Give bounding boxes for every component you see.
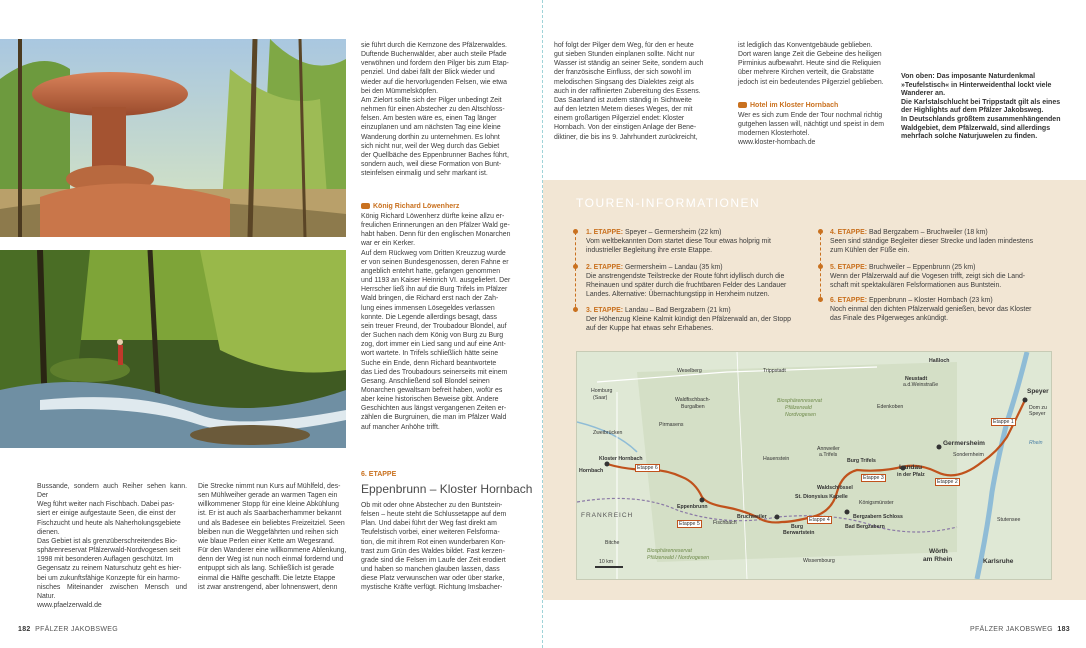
text-line: Für den Wanderer eine willkommene Ablenkung, xyxy=(198,547,347,555)
text-line: 1998 mit besonderen Auflagen geschützt. Im xyxy=(37,556,174,564)
timeline-line-left xyxy=(575,232,576,312)
text-line: zog, dort immer ein Lied sang und auf eine Ant- xyxy=(361,341,506,349)
tour-info-title: TOUREN-INFORMATIONEN xyxy=(576,196,761,210)
text-line: Ob mit oder ohne Abstecher zu den Buntstein- xyxy=(361,502,503,509)
text-line: willkommener Stopp für eine kleine Abkühlung xyxy=(198,501,339,509)
text-line: Weg führt weiter nach Fischbach. Dabei pas- xyxy=(37,501,175,509)
map-label: Bruchweiler xyxy=(737,514,767,520)
king-heading-text: König Richard Löwenherz xyxy=(373,203,460,210)
text-line: nehmen für einen Abstecher zu den Altschloss- xyxy=(361,106,505,114)
map-label: St. Dionysius Kapelle xyxy=(795,494,848,500)
stage-1 xyxy=(586,228,816,255)
map-label: Burg Trifels xyxy=(847,458,876,464)
timeline-dot xyxy=(573,229,578,234)
text-line: König Richard Löwenherz dürfte keine allzu er- xyxy=(361,213,505,220)
caption-line: In Deutschlands größtem zusammenhängenden xyxy=(901,115,1061,123)
text-line: einmal die Hälfte geschafft. Die letzte Etappe xyxy=(198,574,336,582)
text-line: Das Gebiet ist als grenzüberschreitendes Bio- xyxy=(37,537,178,545)
map-label: Homburg xyxy=(591,388,613,394)
map-label: Burgalben xyxy=(681,404,705,410)
text-line: Plan. Und dabei führt der Weg fast direkt am xyxy=(361,520,497,528)
map-label: Germersheim xyxy=(943,440,985,447)
stage-6 xyxy=(830,296,1065,323)
text-line: sich nicht nur, weil der Weg durch das Gebiet xyxy=(361,142,500,150)
text-line: Auf dem Rückweg vom Dritten Kreuzzug wurde xyxy=(361,249,506,257)
map-label: Trippstadt xyxy=(763,368,786,374)
text-line: wie blaue Perlen einer Kette am Wegesrand. xyxy=(198,537,335,545)
timeline-dot xyxy=(818,264,823,269)
text-line: Fischzucht und heute als Naherholungsgebiete xyxy=(37,519,181,527)
stage-label: 2. ETAPPE: xyxy=(586,264,624,271)
stage-4 xyxy=(830,228,1065,255)
text-line: denn der Weg ist nun noch einmal fordernd und xyxy=(198,556,344,564)
caption-line: Wanderer an. xyxy=(901,90,946,98)
text-line: diktiner, die bis ins 9. Jahrhundert zurückreicht, xyxy=(554,133,698,141)
stage-marker: Etappe 1 xyxy=(993,419,1014,425)
map-label: Landau xyxy=(899,464,923,471)
text-line: lung eines immensen Lösegeldes verlassen xyxy=(361,304,495,312)
caption-line: mehrfach solche Naturjuwelen zu finden. xyxy=(901,133,1038,141)
map-label: (Saar) xyxy=(593,395,608,401)
text-line: steinfelsen einmalig und sehr markant ist. xyxy=(361,170,488,178)
text-line: sen Mühlweiher gerade an warmen Tagen ein xyxy=(198,492,338,500)
stage-label: 6. ETAPPE: xyxy=(830,297,868,304)
stage-desc: Rheinauen und später durch die fruchtbaren Felder des Landauer xyxy=(586,282,787,290)
text-line: und 1193 an Kaiser Heinrich VI. ausgeliefert. Der xyxy=(361,277,511,285)
text-line: auch in der raffinierten Zubereitung des Essens. xyxy=(554,87,701,95)
map-label: Karlsruhe xyxy=(983,558,1014,565)
caption-line: Von oben: Das imposante Naturdenkmal xyxy=(901,73,1036,80)
stage-3 xyxy=(586,306,816,333)
map-label: Eppenbrunn xyxy=(677,504,708,510)
map-label: Nordvogesen xyxy=(785,412,816,418)
text-line: Wasser ist ständig an seiner Seite, sondern auch xyxy=(554,60,704,68)
text-line: Am Zielort sollte sich der Pilger unbedingt Zeit xyxy=(361,96,502,104)
text-line: Hornbach. Von der einstigen Anlage der Bene- xyxy=(554,124,697,132)
stage-desc: Noch einmal den dichten Pfälzerwald genießen, bevor das Kloster xyxy=(830,306,1032,314)
karlstal-photo xyxy=(0,250,346,448)
map-label: Burg xyxy=(791,524,804,530)
text-line: modernen Klosterhotel. xyxy=(738,130,810,138)
text-line: der Quellbäche des Eppenbrunner Baches führt, xyxy=(361,151,509,159)
text-line: ist. Er ist auch als Saarbacherhammer bekannt xyxy=(198,510,342,518)
map-label: Biosphärenreservat xyxy=(647,548,692,554)
map-label: Waldfischbach- xyxy=(675,397,711,403)
text-line: tion, die mit ihrem Rot einen wunderbaren Kon- xyxy=(361,538,506,546)
page-number: 183 xyxy=(1057,626,1070,633)
left-col2-bottom-text xyxy=(198,482,348,592)
caption-line: Die Karlstalschlucht bei Trippstadt gilt als eines xyxy=(901,98,1061,106)
stage-route: Speyer – Germersheim (22 km) xyxy=(624,229,722,236)
map-label: Biosphärenreservat xyxy=(777,398,822,404)
stage-desc: schaft mit spektakulären Felsformationen aus Buntstein. xyxy=(830,282,1002,290)
text-line: sein treuer Freund, der Troubadour Blondel, auf xyxy=(361,322,507,330)
map-label: Annweiler xyxy=(817,446,840,452)
text-line: Wanderung dorthin zu unternehmen. Es lohnt xyxy=(361,133,500,141)
text-line: über mehrere Kirchen verteilt, die Grabstätte xyxy=(738,69,874,77)
timeline-dot xyxy=(818,229,823,234)
right-col1-text xyxy=(554,41,727,142)
text-line: habt haben. Denn für den englischen Monarchen xyxy=(361,231,511,239)
map-label: Speyer xyxy=(1029,411,1046,417)
map-label: a.Trifels xyxy=(819,452,838,458)
text-line: Suche ein Ende, denn Richard beantwortete xyxy=(361,359,497,367)
map-label: Speyer xyxy=(1027,388,1049,395)
stage-route: Bad Bergzabern – Bruchweiler (18 km) xyxy=(868,229,988,236)
map-label: Zweibrücken xyxy=(593,430,623,436)
map-label: Hauenstein xyxy=(763,456,790,462)
hotel-link[interactable]: www.kloster-hornbach.de xyxy=(738,139,816,147)
text-line: Wer es sich zum Ende der Tour nochmal richtig xyxy=(738,112,883,119)
text-line: auf den letzten Metern dieses Weges, der mit xyxy=(554,106,693,114)
stage6-heading: Eppenbrunn – Kloster Hornbach xyxy=(361,482,533,496)
text-line: dienen. xyxy=(37,528,60,536)
map-label: Neustadt xyxy=(905,376,928,382)
map-label: Königsmünster xyxy=(859,500,894,506)
teufelstisch-photo xyxy=(0,39,346,237)
map-label: a.d.Weinstraße xyxy=(903,382,939,388)
stage-desc: Vom weltbekannten Dom startet diese Tour etwas holprig mit xyxy=(586,238,771,246)
text-line: zählen die Burgruinen, die man im Pfälzer Wald xyxy=(361,414,507,422)
text-line: diese Platz verwunschen war oder über starke, xyxy=(361,575,505,583)
text-line: sondern auch, weil diese Formation von Bunt- xyxy=(361,161,502,169)
text-line: grade sind die Felsen im Laufe der Zeit erodiert xyxy=(361,556,506,564)
website-link[interactable]: www.pfaelzerwald.de xyxy=(37,602,102,610)
left-col2-king-text xyxy=(361,212,533,432)
crown-icon xyxy=(361,203,370,209)
photo-caption xyxy=(901,73,1061,142)
stage-2 xyxy=(586,263,816,299)
caption-line: der Highlights auf dem Pfälzer Jakobsweg. xyxy=(901,107,1044,115)
text-line: konnte. Die Legende allerdings besagt, dass xyxy=(361,313,497,321)
map-label: Haßloch xyxy=(929,358,950,364)
stage-desc: Landes. Alternative: Übernachtungstipp in Herxheim nutzen. xyxy=(586,291,770,299)
text-line: jedoch ist ein bedeutendes Pilgerziel geblieben. xyxy=(738,78,884,86)
stage-5 xyxy=(830,263,1065,290)
map-label: Stutensee xyxy=(997,517,1021,523)
scale-label: 10 km xyxy=(599,559,614,565)
text-line: nisches Miteinander zwischen Mensch und Natur. xyxy=(37,583,187,600)
karlstal-illustration xyxy=(0,250,346,448)
text-line: verwöhnen und fordern den Pilger bis zum Etap- xyxy=(361,60,509,68)
left-folio xyxy=(18,626,118,633)
text-line: er von seinen Bundesgenossen, deren Fahne er xyxy=(361,258,509,266)
text-line: trast zum Grün des Waldes bildet. Fast kerzen- xyxy=(361,547,505,555)
stage-label: 1. ETAPPE: xyxy=(586,229,624,236)
map-label: Pfälzerwald / Nordvogesen xyxy=(647,555,709,561)
text-line: bei den Mümmelsköpfen. xyxy=(361,87,438,95)
map-label: Fischbach xyxy=(713,520,737,526)
stage-route: Germersheim – Landau (35 km) xyxy=(624,264,723,271)
text-line: sphärenreservat Pfälzerwald-Nordvogesen seit xyxy=(37,547,181,555)
map-label: Bad Bergzabern xyxy=(845,524,885,530)
stage-route: Eppenbrunn – Kloster Hornbach (23 km) xyxy=(868,297,993,304)
text-line: bleiben nun die Weggefährten und reihen sich xyxy=(198,528,339,536)
text-line: Gegensatz zu reinem Naturschutz geht es hier- xyxy=(37,565,182,573)
map-label: Hornbach xyxy=(579,468,604,474)
map-label: Bergzabern Schloss xyxy=(853,514,903,520)
text-line: gut sieben Stunden einplanen sollte. Nicht nur xyxy=(554,51,695,59)
text-line: Duftende Buchenwälder, aber auch steile Pfade xyxy=(361,51,507,59)
text-line: das Lied des Troubadours seinerseits mit einem xyxy=(361,368,508,376)
right-col2-text xyxy=(738,41,890,87)
text-line: mystische Kräfte verfügt. Richtung Imsbacher- xyxy=(361,584,503,592)
stage-label: 4. ETAPPE: xyxy=(830,229,868,236)
stage-desc: Der Höhenzug Kleine Kalmit kündigt den Pfälzerwald an, der Stopp xyxy=(586,316,791,324)
timeline-dot xyxy=(573,264,578,269)
route-map xyxy=(576,351,1052,580)
text-line: felsen. Am besten wäre es, einen Tag länger xyxy=(361,115,497,123)
timeline-dot xyxy=(818,297,823,302)
teufelstisch-illustration xyxy=(0,39,346,237)
left-col3-bottom-text xyxy=(361,501,533,593)
stage-label: 3. ETAPPE: xyxy=(586,307,624,314)
caption-line: Waldgebiet, dem Pfälzerwald, sind allerdings xyxy=(901,124,1051,132)
right-folio xyxy=(970,626,1070,633)
map-label: Wörth xyxy=(929,548,948,555)
map-label: Pfälzerwald xyxy=(785,405,812,411)
text-line: freulichen Erinnerungen an den Pfälzer Wald ge- xyxy=(361,222,510,230)
stage-route: Landau – Bad Bergzabern (21 km) xyxy=(624,307,731,314)
text-line: ist zwar anstrengend, aber lohnenswert, denn xyxy=(198,583,338,591)
text-line: auf mancher Anhöhe trifft. xyxy=(361,423,440,431)
stage-marker: Etappe 5 xyxy=(679,521,700,527)
map-label: Wissembourg xyxy=(803,558,835,564)
map-label: Kloster Hornbach xyxy=(599,456,643,462)
stage-desc: industrieller Begleitung ihre erste Etappe. xyxy=(586,247,713,255)
map-label: Edenkoben xyxy=(877,404,904,410)
map-label: am Rhein xyxy=(923,556,953,563)
text-line: Teufelstisch vorbei, einer weiteren Felsforma- xyxy=(361,529,500,537)
text-line: Dort waren lange Zeit die Gebeine des heiligen xyxy=(738,51,882,59)
text-line: Monarchen gewaltsam befreit haben, wofür es xyxy=(361,386,503,394)
stage-desc: Wenn der Pfälzerwald auf die Vogesen trifft, zeigt sich die Land- xyxy=(830,273,1026,281)
text-line: und als Badesee ein beliebtes Freizeitziel. Seen xyxy=(198,519,345,527)
map-label: Waldschlössel xyxy=(817,485,853,491)
map-label: Pirmasens xyxy=(659,422,684,428)
text-line: siert er einige aufgestaute Seen, die einst der xyxy=(37,510,176,518)
text-line: einzuplanen und am nächsten Tag eine kleine xyxy=(361,124,501,132)
left-col2-top-text xyxy=(361,41,533,178)
text-line: hof folgt der Pilger dem Weg, für den er heute xyxy=(554,42,694,49)
map-label: Weselberg xyxy=(677,368,702,374)
stage6-tag: 6. ETAPPE xyxy=(361,471,397,478)
text-line: Gesang. Anschließend soll Blondel seinen xyxy=(361,377,490,385)
hotel-heading-text: Hotel im Kloster Hornbach xyxy=(750,102,839,109)
stage-desc: Seen sind ständige Begleiter dieser Strecke und laden mindestens xyxy=(830,238,1034,246)
hotel-heading xyxy=(738,102,838,109)
text-line: entpuppt sich als lang. Schließlich ist gerade xyxy=(198,565,334,573)
text-line: war er ein Kerker. xyxy=(361,240,415,248)
text-line: angeblich entehrt hatte, gefangen genommen xyxy=(361,267,501,275)
map-label: Rhein xyxy=(1029,440,1043,446)
text-line: und haben so manchen glauben lassen, dass xyxy=(361,566,500,574)
stage-marker: Etappe 4 xyxy=(809,517,830,523)
text-line: der Suchen nach dem König von Burg zu Burg xyxy=(361,332,504,340)
hotel-text xyxy=(738,111,890,148)
text-line: gutgehen lassen will, nächtigt und speist in dem xyxy=(738,121,884,129)
map-label: in der Pfalz xyxy=(897,472,925,478)
text-line: Herrscher ließ ihn auf die Burg Trifels im Pfälzer xyxy=(361,286,508,294)
stage-marker: Etappe 3 xyxy=(863,475,884,481)
stage-label: 5. ETAPPE: xyxy=(830,264,868,271)
text-line: felsen – heute steht die Schlussetappe auf dem xyxy=(361,511,507,519)
stage-marker: Etappe 6 xyxy=(637,465,658,471)
text-line: Bussande, sondern auch Reiher sehen kann. Der xyxy=(37,483,187,500)
map-label: Berwartstein xyxy=(783,530,815,536)
text-line: ist lediglich das Konventgebäude geblieben. xyxy=(738,42,873,49)
text-line: sie führt durch die Kernzone des Pfälzerwaldes. xyxy=(361,42,507,49)
running-title: PFÄLZER JAKOBSWEG xyxy=(35,626,118,633)
text-line: bei um zukunftsfähige Konzepte für ein harmo- xyxy=(37,574,180,582)
text-line: der französische Einfluss, der sich sowohl im xyxy=(554,69,692,77)
stage-desc: Die anstrengendste Teilstrecke der Route führt idyllisch durch die xyxy=(586,273,785,281)
text-line: wort wartete. In Trifels schließlich hätte seine xyxy=(361,350,499,358)
stage-desc: auf der Kuppe hat etwas sehr Erhabenes. xyxy=(586,325,714,333)
text-line: Pirminius aufbewahrt. Heute sind die Reliquien xyxy=(738,60,881,68)
text-line: melodischen Singsang des Dialektes zeigt als xyxy=(554,78,694,86)
king-heading xyxy=(361,203,459,210)
stage-desc: zum Kühlen der Füße ein. xyxy=(830,247,910,255)
text-line: aber keine historischen Beweise gibt. Andere xyxy=(361,396,499,404)
text-line: Das Saarland ist zudem ständig in Sichtweite xyxy=(554,96,692,104)
text-line: einem großartigen Pilgerziel endet: Kloster xyxy=(554,115,685,123)
hotel-icon xyxy=(738,102,747,108)
running-title: PFÄLZER JAKOBSWEG xyxy=(970,626,1053,633)
text-line: penziel. Und dabei fällt der Blick wieder und xyxy=(361,69,495,77)
map-label: Bitche xyxy=(605,540,620,546)
timeline-dot xyxy=(573,307,578,312)
page-number: 182 xyxy=(18,626,31,633)
left-col1-bottom-text xyxy=(37,482,187,610)
caption-line: »Teufelstisch« in Hinterweidenthal lockt viele xyxy=(901,81,1052,89)
map-label: Dom zu xyxy=(1029,405,1047,411)
map-label: FRANKREICH xyxy=(581,512,634,519)
stage-marker: Etappe 2 xyxy=(937,479,958,485)
map-label: Sondernheim xyxy=(953,452,984,458)
stage-desc: das Finale des Pilgerweges ankündigt. xyxy=(830,315,948,323)
text-line: Die Strecke nimmt nun Kurs auf Mühlfeld, des- xyxy=(198,483,341,490)
stage-route: Bruchweiler – Eppenbrunn (25 km) xyxy=(868,264,976,271)
text-line: Wald bringen, die Richard erst nach der Zah- xyxy=(361,295,499,303)
text-line: Geschichten aus längst vergangenen Zeiten er- xyxy=(361,405,507,413)
text-line: wieder auf die hervorlugenden Felsen, wie etwa xyxy=(361,78,507,86)
